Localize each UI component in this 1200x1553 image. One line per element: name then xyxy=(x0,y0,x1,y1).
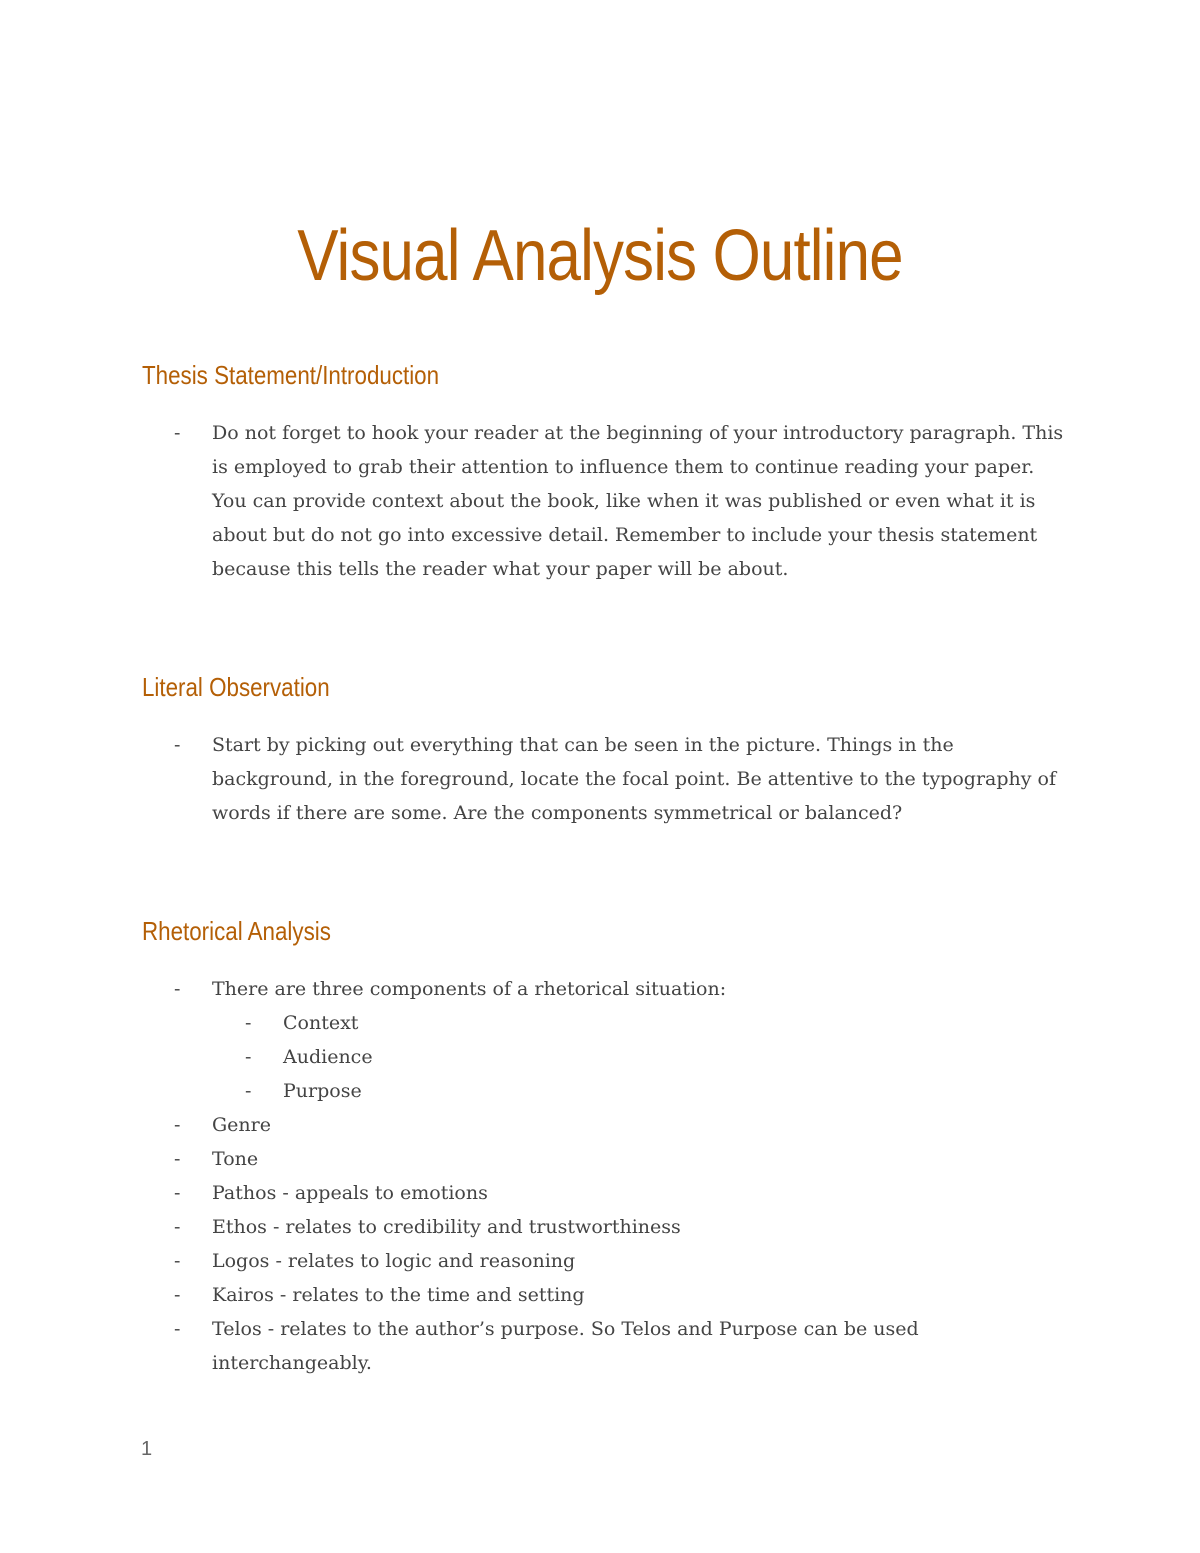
list-item xyxy=(142,1312,1072,1380)
list-item xyxy=(142,728,1072,830)
bullet-marker: - xyxy=(245,1012,252,1034)
list-item xyxy=(142,416,1072,586)
list-item-text: Genre xyxy=(212,1114,271,1136)
bullet-marker: - xyxy=(174,1182,181,1204)
section-thesis-introduction xyxy=(142,358,1072,586)
sub-list-item-text: Audience xyxy=(283,1046,373,1068)
bullet-marker: - xyxy=(174,1216,181,1238)
list-item xyxy=(142,972,1072,1006)
bullet-list xyxy=(142,728,1072,830)
list-item-text: Kairos - relates to the time and setting xyxy=(212,1284,585,1306)
sub-list-item-text: Context xyxy=(283,1012,359,1034)
bullet-marker: - xyxy=(174,734,181,756)
section-literal-observation xyxy=(142,670,1072,830)
bullet-marker: - xyxy=(174,1318,181,1340)
bullet-marker: - xyxy=(174,422,181,444)
bullet-list xyxy=(142,972,1072,1380)
list-item-text: There are three components of a rhetorical situation: xyxy=(212,978,727,1000)
list-item-text: Start by picking out everything that can be seen in the picture. Things in the background, in the foreground, locate the focal point. Be attentive to the typography of words if there are some. Are the components symmetrical or balanced? xyxy=(212,734,1057,824)
sub-list-item xyxy=(142,1006,1072,1040)
bullet-marker: - xyxy=(174,1250,181,1272)
list-item xyxy=(142,1210,1072,1244)
list-item-text: Logos - relates to logic and reasoning xyxy=(212,1250,576,1272)
page-number: 1 xyxy=(141,1438,153,1460)
section-heading: Thesis Statement/Introduction xyxy=(142,360,440,390)
sub-list-item-text: Purpose xyxy=(283,1080,362,1102)
bullet-marker: - xyxy=(245,1080,252,1102)
bullet-list xyxy=(142,416,1072,586)
list-item xyxy=(142,1176,1072,1210)
section-rhetorical-analysis xyxy=(142,914,1072,1380)
list-item xyxy=(142,1108,1072,1142)
bullet-marker: - xyxy=(174,1284,181,1306)
list-item-text: Telos - relates to the author’s purpose. So Telos and Purpose can be used interchangeably. xyxy=(212,1318,919,1374)
list-item xyxy=(142,1244,1072,1278)
bullet-marker: - xyxy=(174,1148,181,1170)
bullet-marker: - xyxy=(174,1114,181,1136)
list-item-text: Ethos - relates to credibility and trustworthiness xyxy=(212,1216,681,1238)
list-item-text: Tone xyxy=(212,1148,259,1170)
sub-list-item xyxy=(142,1074,1072,1108)
list-item xyxy=(142,1278,1072,1312)
section-heading: Rhetorical Analysis xyxy=(142,916,331,946)
list-item-text: Pathos - appeals to emotions xyxy=(212,1182,488,1204)
list-item xyxy=(142,1142,1072,1176)
bullet-marker: - xyxy=(245,1046,252,1068)
section-heading: Literal Observation xyxy=(142,672,330,702)
sub-list-item xyxy=(142,1040,1072,1074)
bullet-marker: - xyxy=(174,978,181,1000)
document-title: Visual Analysis Outline xyxy=(297,216,903,297)
list-item-text: Do not forget to hook your reader at the beginning of your introductory paragraph. This is employed to grab their attention to influence them to continue reading your paper. You can provide context about the book, like when it was published or even what it is about but do not go into excessive detail. Remember to include your thesis statement because this tells the reader what your paper will be about. xyxy=(212,422,1064,580)
